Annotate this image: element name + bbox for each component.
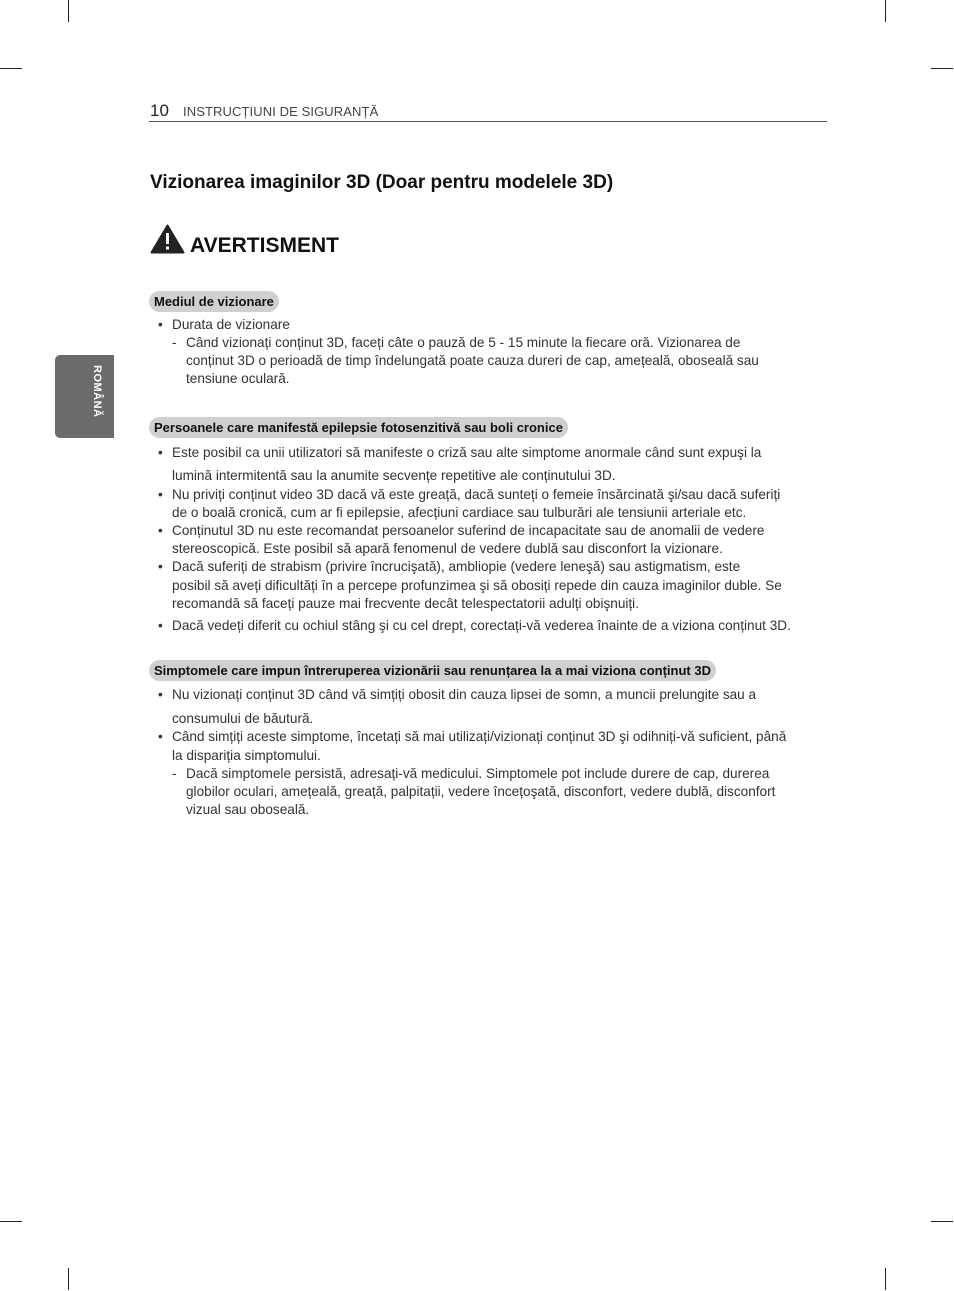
warning-label: AVERTISMENT: [190, 234, 339, 257]
bullet-text: stereoscopică. Este posibil să apară fenomenul de vedere dublă sau disconfort la vizionare.: [172, 541, 723, 556]
page-header: [149, 101, 827, 122]
bullet-marker: •: [158, 487, 163, 502]
bullet-text: recomandă să faceți pauze mai frecvente decât telespectatorii adulți obişnuiți.: [172, 596, 639, 611]
bullet-text: de o boală cronică, cum ar fi epilepsie, afecțiuni cardiace sau tulburări ale tensiunii arteriale etc.: [172, 505, 747, 520]
bullet-marker: •: [158, 317, 163, 332]
sub-item-text: conținut 3D o perioadă de timp îndelungată poate cauza dureri de cap, amețeală, oboseală sau: [186, 353, 759, 368]
section-heading: Simptomele care impun întreruperea vizionării sau renunțarea la a mai viziona conținut 3D: [149, 660, 716, 681]
bullet-text: Dacă suferiți de strabism (privire încrucişată), ambliopie (vedere leneşă) sau astigmatism, este: [172, 559, 741, 574]
bullet-text: Conținutul 3D nu este recomandat persoanelor suferind de incapacitate sau de anomalii de vedere: [172, 523, 765, 538]
bullet-text: Durata de vizionare: [172, 317, 290, 332]
crop-mark: [885, 1268, 886, 1290]
crop-mark: [68, 0, 69, 22]
bullet-text: Nu vizionați conținut 3D când vă simțiți obosit din cauza lipsei de somn, a muncii prelungite sau a: [172, 687, 757, 702]
page-title: Vizionarea imaginilor 3D (Doar pentru modelele 3D): [150, 172, 614, 193]
bullet-marker: •: [158, 729, 163, 744]
sub-item-text: globilor oculari, amețeală, greață, palpitații, vedere încețoşată, disconfort, vedere dublă, disconfort: [186, 784, 776, 799]
crop-mark: [0, 1221, 22, 1222]
section-heading: Mediul de vizionare: [149, 291, 279, 312]
bullet-text: posibil să aveți dificultăți în a percepe profunzimea şi să obosiți repede din cauza imaginilor duble. Se: [172, 578, 782, 593]
bullet-text: Nu priviți conținut video 3D dacă vă este greață, dacă sunteți o femeie însărcinată şi/sau dacă suferiți: [172, 487, 781, 502]
dash-marker: -: [172, 766, 177, 781]
bullet-marker: •: [158, 687, 163, 702]
bullet-text: lumină intermitentă sau la anumite secvențe repetitive ale conținutului 3D.: [172, 468, 616, 483]
sub-item-text: vizual sau oboseală.: [186, 802, 310, 817]
bullet-text: Când simțiți aceste simptome, încetați să mai utilizați/vizionați conținut 3D şi odihniți-vă suficient, până: [172, 729, 787, 744]
crop-mark: [0, 68, 22, 69]
crop-mark: [931, 1221, 953, 1222]
language-tab-label: ROMÂNĂ: [91, 365, 103, 418]
section-heading: Persoanele care manifestă epilepsie fotosenzitivă sau boli cronice: [149, 417, 568, 438]
bullet-text: la dispariția simptomului.: [172, 748, 321, 763]
bullet-text: Este posibil ca unii utilizatori să manifeste o criză sau alte simptome anormale când sunt expuşi la: [172, 445, 762, 460]
crop-mark: [885, 0, 886, 22]
bullet-marker: •: [158, 523, 163, 538]
dash-marker: -: [172, 335, 177, 350]
crop-mark: [931, 68, 953, 69]
bullet-marker: •: [158, 618, 163, 633]
page-number: 10: [150, 101, 169, 120]
bullet-marker: •: [158, 559, 163, 574]
sub-item-text: tensiune oculară.: [186, 371, 290, 386]
bullet-text: consumului de băutură.: [172, 711, 314, 726]
bullet-text: Dacă vedeți diferit cu ochiul stâng şi cu cel drept, corectați-vă vederea înainte de a viziona conținut 3D.: [172, 618, 791, 633]
bullet-marker: •: [158, 445, 163, 460]
language-tab: [55, 355, 114, 438]
running-title: INSTRUCȚIUNI DE SIGURANȚĂ: [183, 104, 379, 119]
crop-mark: [68, 1268, 69, 1290]
sub-item-text: Dacă simptomele persistă, adresați-vă medicului. Simptomele pot include durere de cap, durerea: [186, 766, 770, 781]
sub-item-text: Când vizionați conținut 3D, faceți câte o pauză de 5 - 15 minute la fiecare oră. Vizionarea de: [186, 335, 741, 350]
warning-triangle-icon: [150, 224, 185, 254]
